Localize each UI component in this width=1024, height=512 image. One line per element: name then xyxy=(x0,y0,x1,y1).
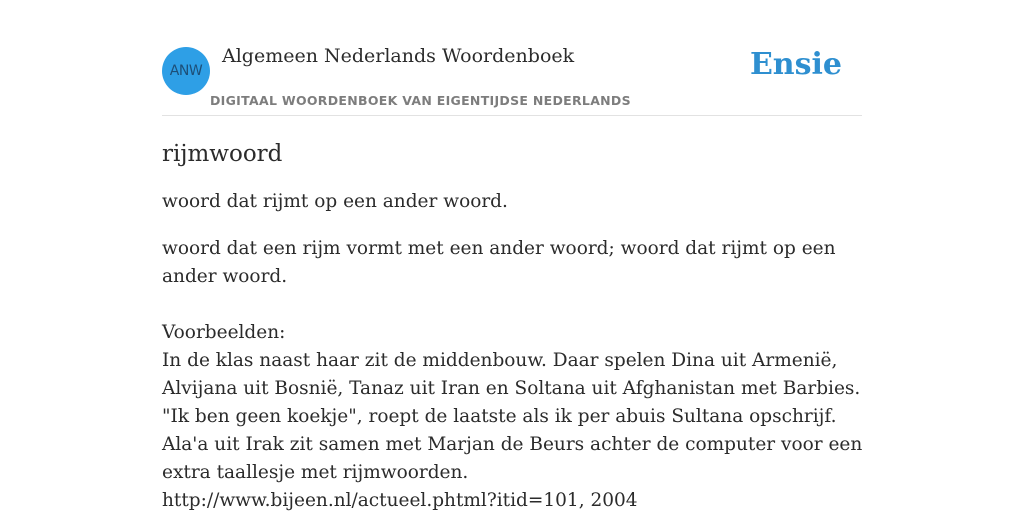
headword: rijmwoord xyxy=(162,141,283,167)
example-source: http://www.bijeen.nl/actueel.phtml?itid=101, 2004 xyxy=(162,490,638,511)
entry-content xyxy=(162,138,864,512)
definition-short: woord dat rijmt op een ander woord. xyxy=(162,191,508,212)
anw-logo[interactable]: ANW xyxy=(162,47,210,95)
site-subtitle: DIGITAAL WOORDENBOEK VAN EIGENTIJDSE NEDERLANDS xyxy=(210,93,631,108)
site-header xyxy=(162,0,862,116)
example-text: In de klas naast haar zit de middenbouw. Daar spelen Dina uit Armenië, Alvijana uit Bosnië, Tanaz uit Iran en Soltana uit Afghanistan met Barbies. "Ik ben geen koekje", roept de laatste als ik per abuis Sultana opschrijf. Ala'a uit Irak zit samen met Marjan de Beurs achter de computer voor een extra taallesje met rijmwoorden. xyxy=(162,350,863,483)
definition-long: woord dat een rijm vormt met een ander woord; woord dat rijmt op een ander woord. xyxy=(162,238,836,287)
examples-label: Voorbeelden: xyxy=(162,322,286,343)
site-title[interactable]: Algemeen Nederlands Woordenboek xyxy=(222,45,575,67)
ensie-brand-logo[interactable]: Ensie xyxy=(749,47,842,82)
